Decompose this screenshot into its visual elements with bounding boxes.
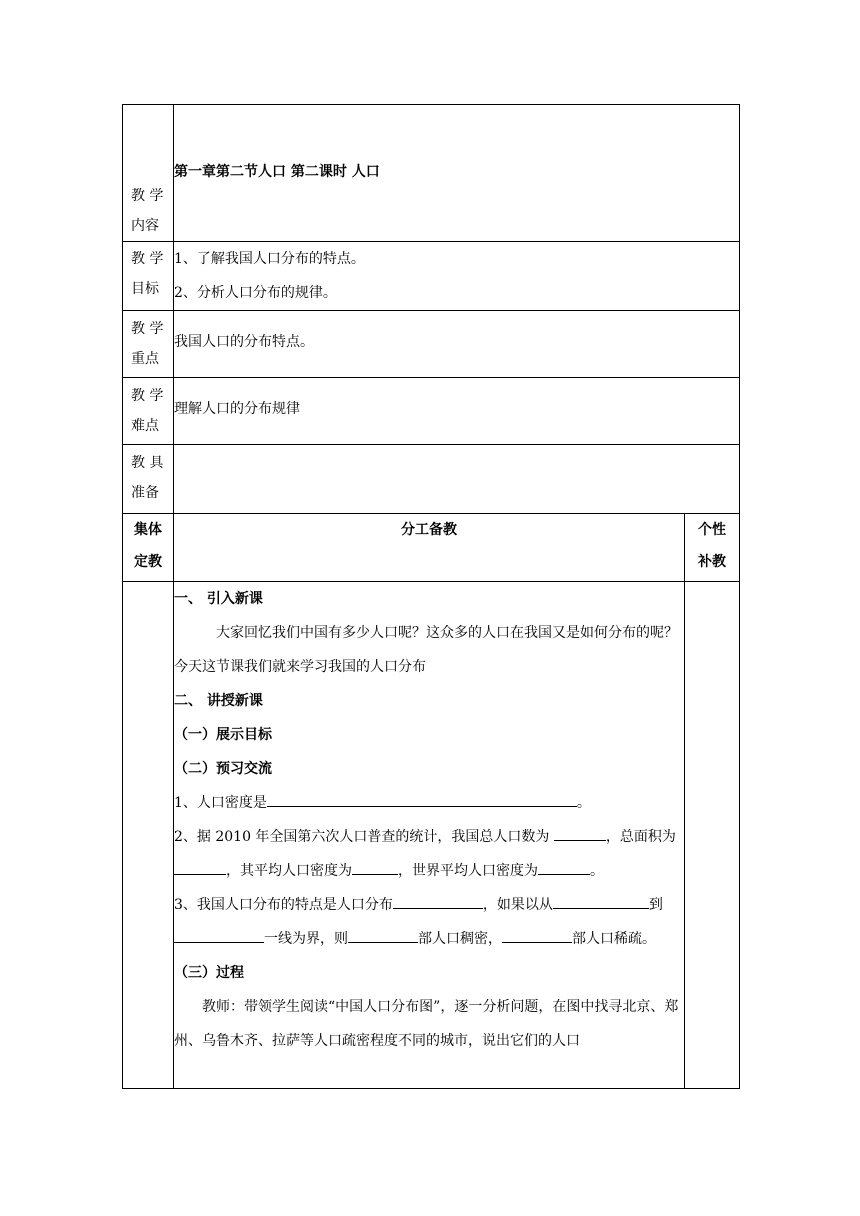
row-content <box>123 105 740 242</box>
q3-blank-2 <box>553 893 649 909</box>
label-content <box>123 105 174 242</box>
label-difficulty <box>123 378 174 445</box>
label-line: 教 学 <box>131 251 164 267</box>
body-col1 <box>123 582 174 1089</box>
label-line: 准备 <box>131 485 159 501</box>
row-difficulty <box>123 378 740 445</box>
q3-blank-5 <box>502 927 572 943</box>
label-line: 教 具 <box>131 455 164 471</box>
section-2-title: 二、 讲授新课 <box>174 693 263 709</box>
q3-blank-1 <box>393 893 483 909</box>
label-line: 教 学 <box>131 388 164 404</box>
process-text: 教师：带领学生阅读“中国人口分布图”，逐一分析问题，在图中找寻北京、郑州、乌鲁木齐、拉萨等人口疏密程度不同的城市，说出它们的人口 <box>174 999 679 1049</box>
q2-blank-2 <box>174 859 226 875</box>
q3-text: ，如果以从 <box>482 897 553 913</box>
body-col3 <box>685 582 740 1089</box>
q3-end: 部人口稀疏。 <box>572 931 656 947</box>
label-line: 目标 <box>131 281 159 297</box>
question-2 <box>174 820 684 888</box>
question-1 <box>174 786 684 820</box>
label-goal <box>123 242 174 311</box>
header-col1 <box>123 514 174 582</box>
label-line: 教 学 <box>131 188 164 204</box>
section-2-2: （二）预习交流 <box>174 761 272 777</box>
section-2-3: （三）过程 <box>174 965 244 981</box>
lesson-plan-table <box>122 104 740 1089</box>
q2-blank-1 <box>554 825 606 841</box>
section-1-title: 一、 引入新课 <box>174 591 263 607</box>
q3-blank-4 <box>348 927 418 943</box>
q2-blank-4 <box>538 859 590 875</box>
q1-text: 1、人口密度是 <box>174 795 267 811</box>
header-line: 集体 <box>134 522 162 538</box>
q1-blank <box>267 791 577 807</box>
q3-text: 到 <box>648 897 663 913</box>
q2-text: ，总面积为 <box>605 829 676 845</box>
goal-value <box>174 242 740 311</box>
q2-text: ，世界平均人口密度为 <box>398 863 538 879</box>
label-line: 难点 <box>131 418 159 434</box>
header-col3 <box>685 514 740 582</box>
label-focus <box>123 311 174 378</box>
label-tools <box>123 445 174 514</box>
header-col2: 分工备教 <box>174 514 685 582</box>
q2-text: 2、据 2010 年全国第六次人口普查的统计，我国总人口数为 <box>174 829 554 845</box>
section-2-1: （一）展示目标 <box>174 727 272 743</box>
q2-blank-3 <box>352 859 398 875</box>
question-3 <box>174 888 684 956</box>
row-focus <box>123 311 740 378</box>
goal-line-2: 2、分析人口分布的规律。 <box>174 285 337 301</box>
content-value: 第一章第二节人口 第二课时 人口 <box>174 105 740 242</box>
row-tools <box>123 445 740 514</box>
q3-text: 一线为界，则 <box>264 931 348 947</box>
row-header <box>123 514 740 582</box>
goal-line-1: 1、了解我国人口分布的特点。 <box>174 251 365 267</box>
label-line: 重点 <box>131 351 159 367</box>
row-goal <box>123 242 740 311</box>
q3-text: 3、我国人口分布的特点是人口分布 <box>174 897 393 913</box>
row-body <box>123 582 740 1089</box>
header-line: 个性 <box>698 522 726 538</box>
q3-text: 部人口稠密， <box>418 931 502 947</box>
focus-value: 我国人口的分布特点。 <box>174 311 740 378</box>
difficulty-value: 理解人口的分布规律 <box>174 378 740 445</box>
q3-blank-3 <box>174 927 264 943</box>
section-1-text: 大家回忆我们中国有多少人口呢？这众多的人口在我国又是如何分布的呢？今天这节课我们就来学习我国的人口分布 <box>174 625 678 675</box>
body-col2 <box>174 582 685 1089</box>
tools-value <box>174 445 740 514</box>
q1-end: 。 <box>576 795 591 811</box>
label-line: 教 学 <box>131 321 164 337</box>
header-line: 补教 <box>698 554 726 570</box>
q2-text: ，其平均人口密度为 <box>226 863 352 879</box>
header-line: 定教 <box>134 554 162 570</box>
label-line: 内容 <box>131 218 159 234</box>
q2-end: 。 <box>590 863 604 879</box>
